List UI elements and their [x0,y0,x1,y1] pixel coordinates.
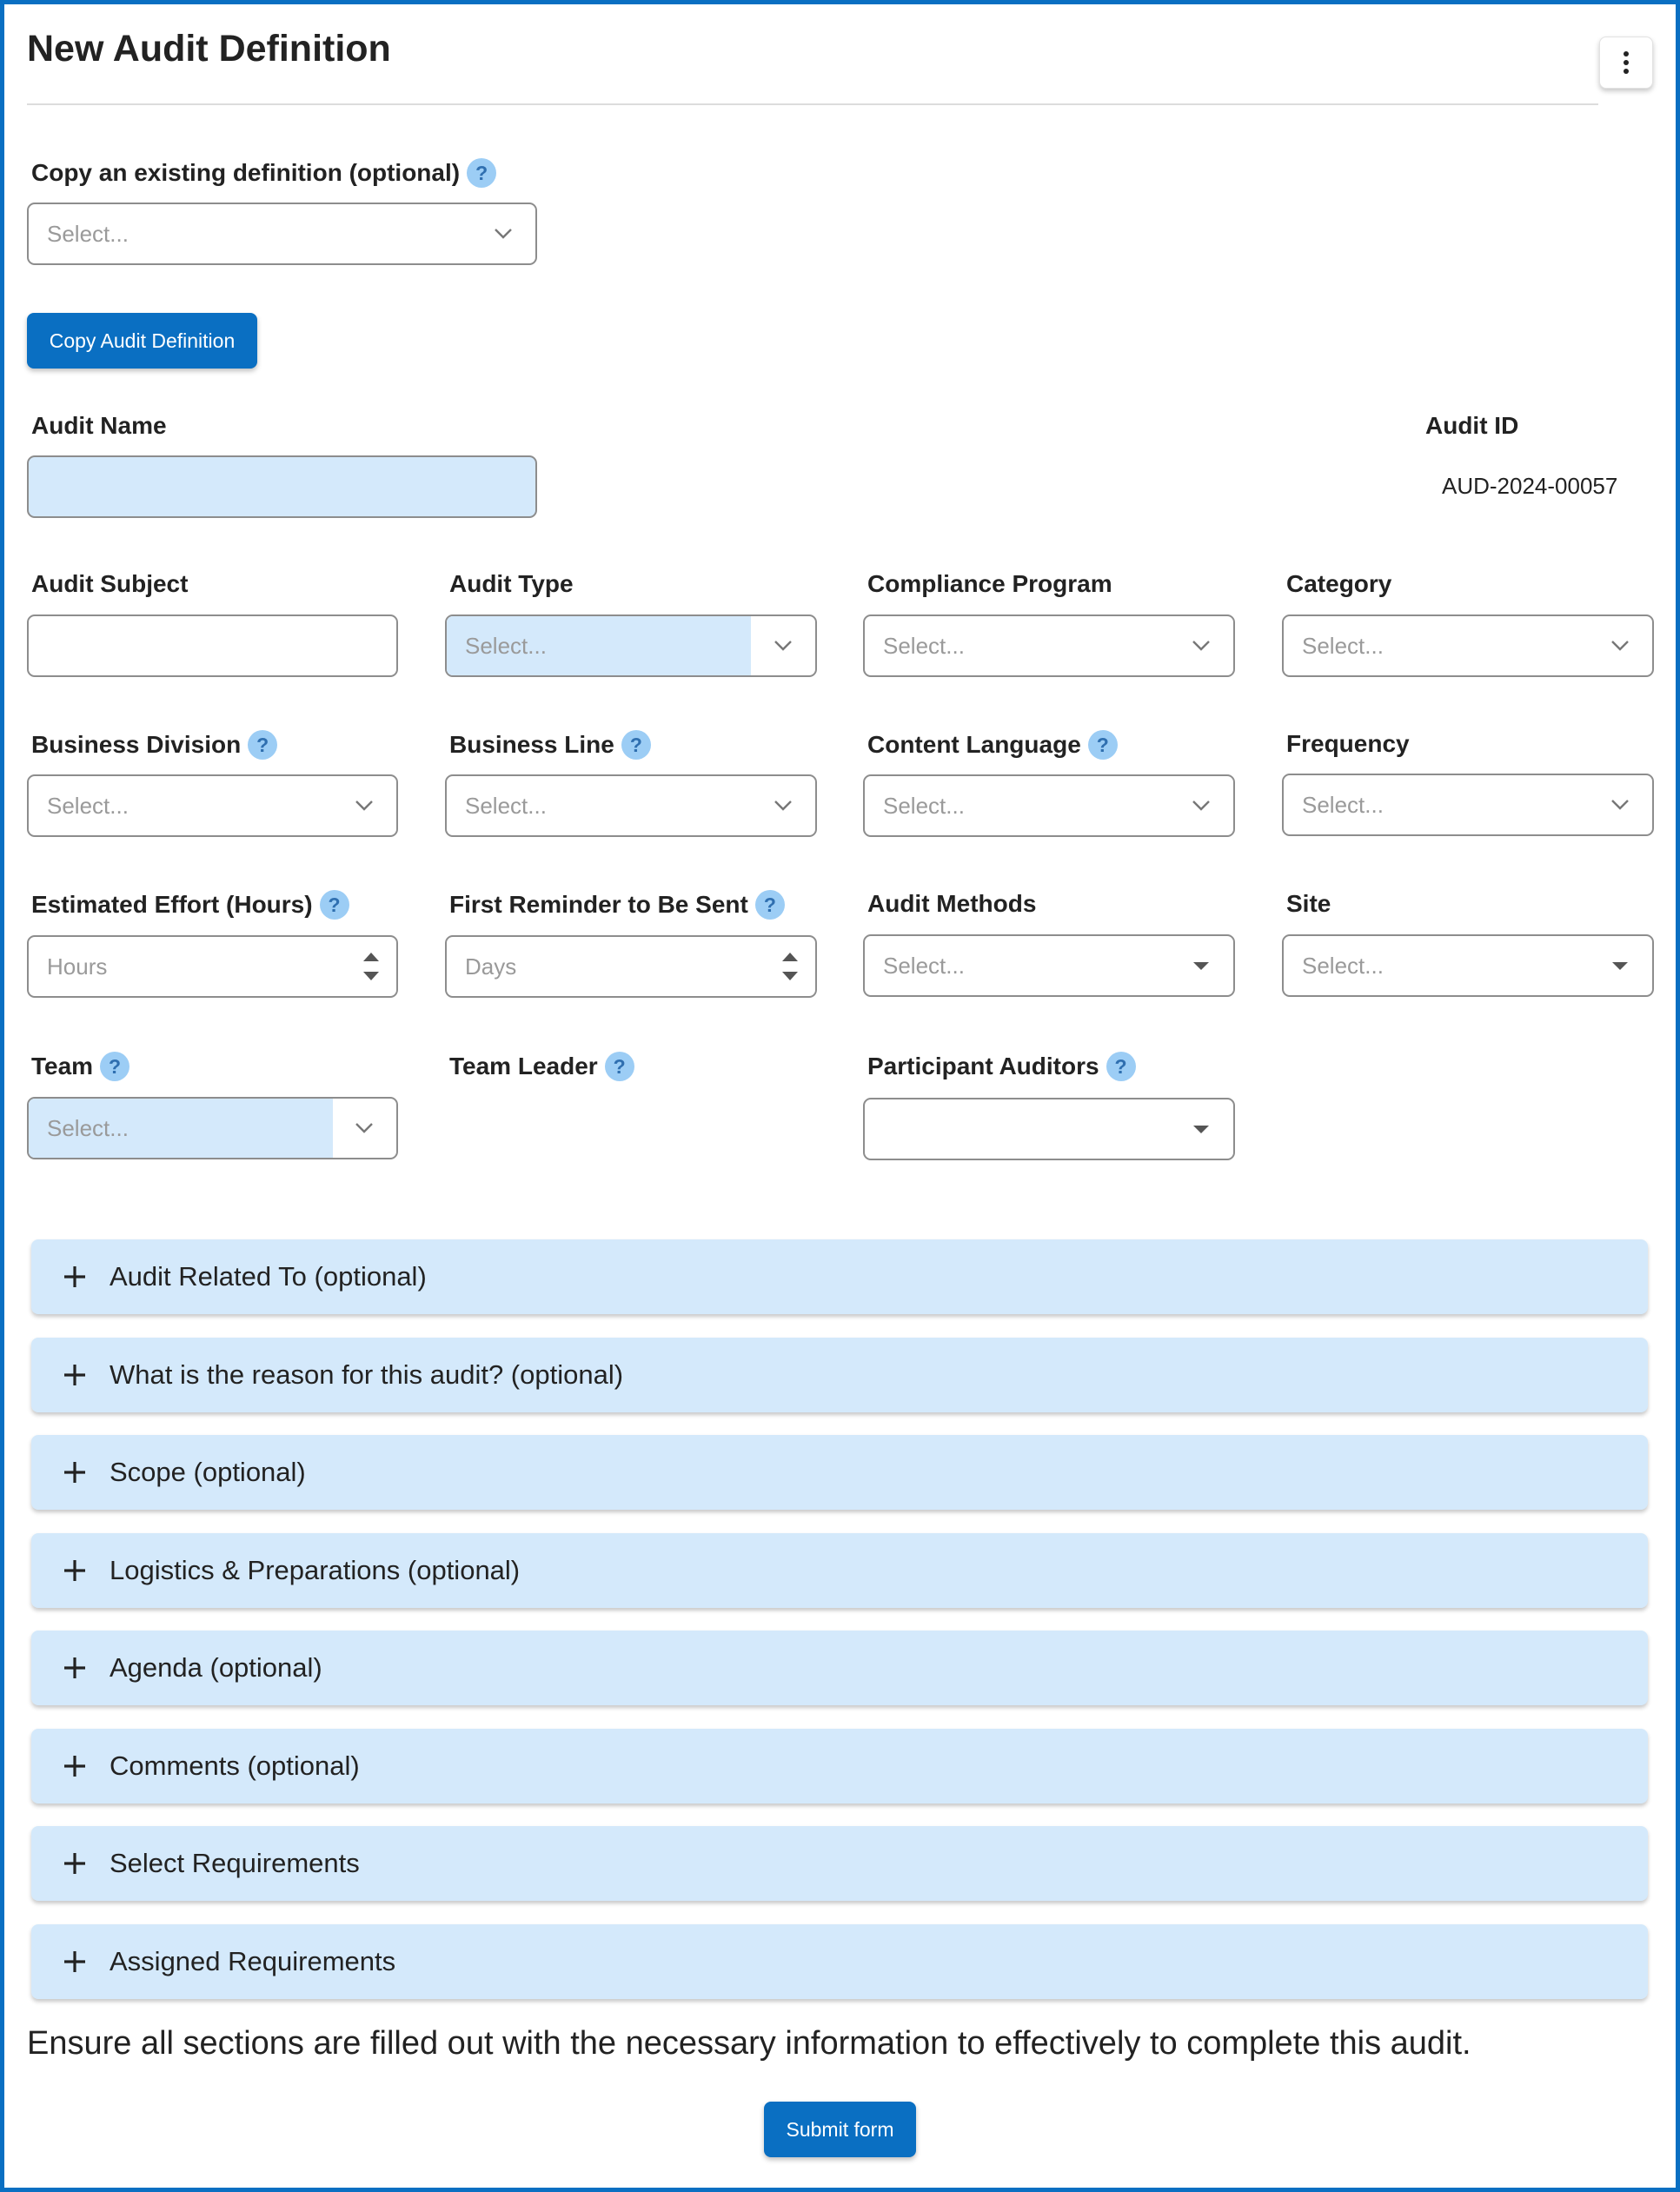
business-line-select[interactable]: Select... [445,774,817,837]
chevron-down-icon [1609,794,1631,816]
team-leader-label: Team Leader ? [449,1049,634,1084]
accordion-section[interactable] [31,1338,1648,1412]
chevron-down-icon [772,794,794,817]
audit-type-label: Audit Type [449,570,574,597]
stepper-up-icon[interactable] [363,953,379,961]
accordion-label: Assigned Requirements [110,1946,396,1976]
plus-icon [63,1363,87,1387]
first-reminder-input[interactable]: Days [445,935,817,998]
help-icon[interactable]: ? [755,890,785,920]
vertical-ellipsis-icon [1624,51,1629,56]
caret-down-icon [1612,962,1628,970]
help-icon[interactable]: ? [621,730,651,760]
content-language-select[interactable]: Select... [863,774,1235,837]
plus-icon [63,1950,87,1974]
accordion-label: What is the reason for this audit? (optional) [110,1359,624,1390]
copy-definition-label: Copy an existing definition (optional) ? [31,156,496,190]
accordion-section[interactable] [31,1826,1648,1901]
chevron-down-icon [772,634,794,657]
audit-methods-label: Audit Methods [867,890,1037,917]
stepper-down-icon[interactable] [782,972,798,980]
participant-auditors-label: Participant Auditors ? [867,1049,1136,1084]
stepper-up-icon[interactable] [782,953,798,961]
audit-name-input[interactable] [27,455,537,518]
business-line-label: Business Line ? [449,727,651,762]
stepper-down-icon[interactable] [363,972,379,980]
accordion-label: Select Requirements [110,1848,360,1878]
help-icon[interactable]: ? [1088,730,1118,760]
caret-down-icon [1193,962,1209,970]
accordion-section[interactable] [31,1924,1648,1999]
plus-icon [63,1265,87,1289]
help-icon[interactable]: ? [605,1052,634,1081]
copy-definition-select[interactable]: Select... [27,203,537,265]
chevron-down-icon [353,1117,375,1139]
submit-form-button[interactable]: Submit form [764,2102,916,2157]
help-icon[interactable]: ? [100,1052,129,1081]
copy-audit-definition-button[interactable]: Copy Audit Definition [27,313,257,369]
business-division-label: Business Division ? [31,727,277,762]
audit-id-value: AUD-2024-00057 [1442,473,1618,499]
number-stepper[interactable] [782,953,798,980]
caret-down-icon [1193,1126,1209,1133]
category-select[interactable]: Select... [1282,614,1654,677]
footer-note: Ensure all sections are filled out with the necessary information to effectively to complete this audit. [27,2025,1471,2062]
audit-methods-select[interactable]: Select... [863,934,1235,997]
accordion-label: Agenda (optional) [110,1652,322,1683]
accordion-label: Comments (optional) [110,1750,360,1781]
plus-icon [63,1558,87,1583]
accordion-section[interactable] [31,1533,1648,1608]
audit-type-select[interactable]: Select... [445,614,817,677]
frequency-select[interactable]: Select... [1282,774,1654,836]
first-reminder-label: First Reminder to Be Sent ? [449,887,785,922]
participant-auditors-select[interactable] [863,1098,1235,1160]
more-options-button[interactable] [1599,37,1653,89]
estimated-effort-input[interactable]: Hours [27,935,398,998]
page-title: New Audit Definition [27,28,391,70]
business-division-select[interactable]: Select... [27,774,398,837]
audit-subject-label: Audit Subject [31,570,189,597]
chevron-down-icon [1609,634,1631,657]
title-divider [27,103,1598,105]
accordion-label: Audit Related To (optional) [110,1261,427,1292]
accordion-section[interactable] [31,1729,1648,1803]
help-icon[interactable]: ? [248,730,277,760]
category-label: Category [1286,570,1392,597]
accordion-section[interactable] [31,1435,1648,1510]
accordion-label: Logistics & Preparations (optional) [110,1555,521,1585]
help-icon[interactable]: ? [320,890,349,920]
plus-icon [63,1460,87,1485]
compliance-program-select[interactable]: Select... [863,614,1235,677]
site-select[interactable]: Select... [1282,934,1654,997]
site-label: Site [1286,890,1331,917]
estimated-effort-label: Estimated Effort (Hours) ? [31,887,349,922]
accordion-section[interactable] [31,1239,1648,1314]
plus-icon [63,1656,87,1680]
chevron-down-icon [1190,794,1212,817]
audit-subject-input[interactable] [27,614,398,677]
compliance-program-label: Compliance Program [867,570,1112,597]
chevron-down-icon [492,223,515,245]
number-stepper[interactable] [363,953,379,980]
audit-id-label: Audit ID [1425,412,1519,439]
accordion-section[interactable] [31,1631,1648,1705]
help-icon[interactable]: ? [1106,1052,1136,1081]
frequency-label: Frequency [1286,730,1410,757]
plus-icon [63,1754,87,1778]
team-label: Team ? [31,1049,129,1084]
chevron-down-icon [353,794,375,817]
plus-icon [63,1851,87,1876]
team-select[interactable]: Select... [27,1097,398,1159]
audit-name-label: Audit Name [31,412,167,439]
help-icon[interactable]: ? [467,158,496,188]
chevron-down-icon [1190,634,1212,657]
content-language-label: Content Language ? [867,727,1118,762]
accordion-label: Scope (optional) [110,1457,306,1487]
